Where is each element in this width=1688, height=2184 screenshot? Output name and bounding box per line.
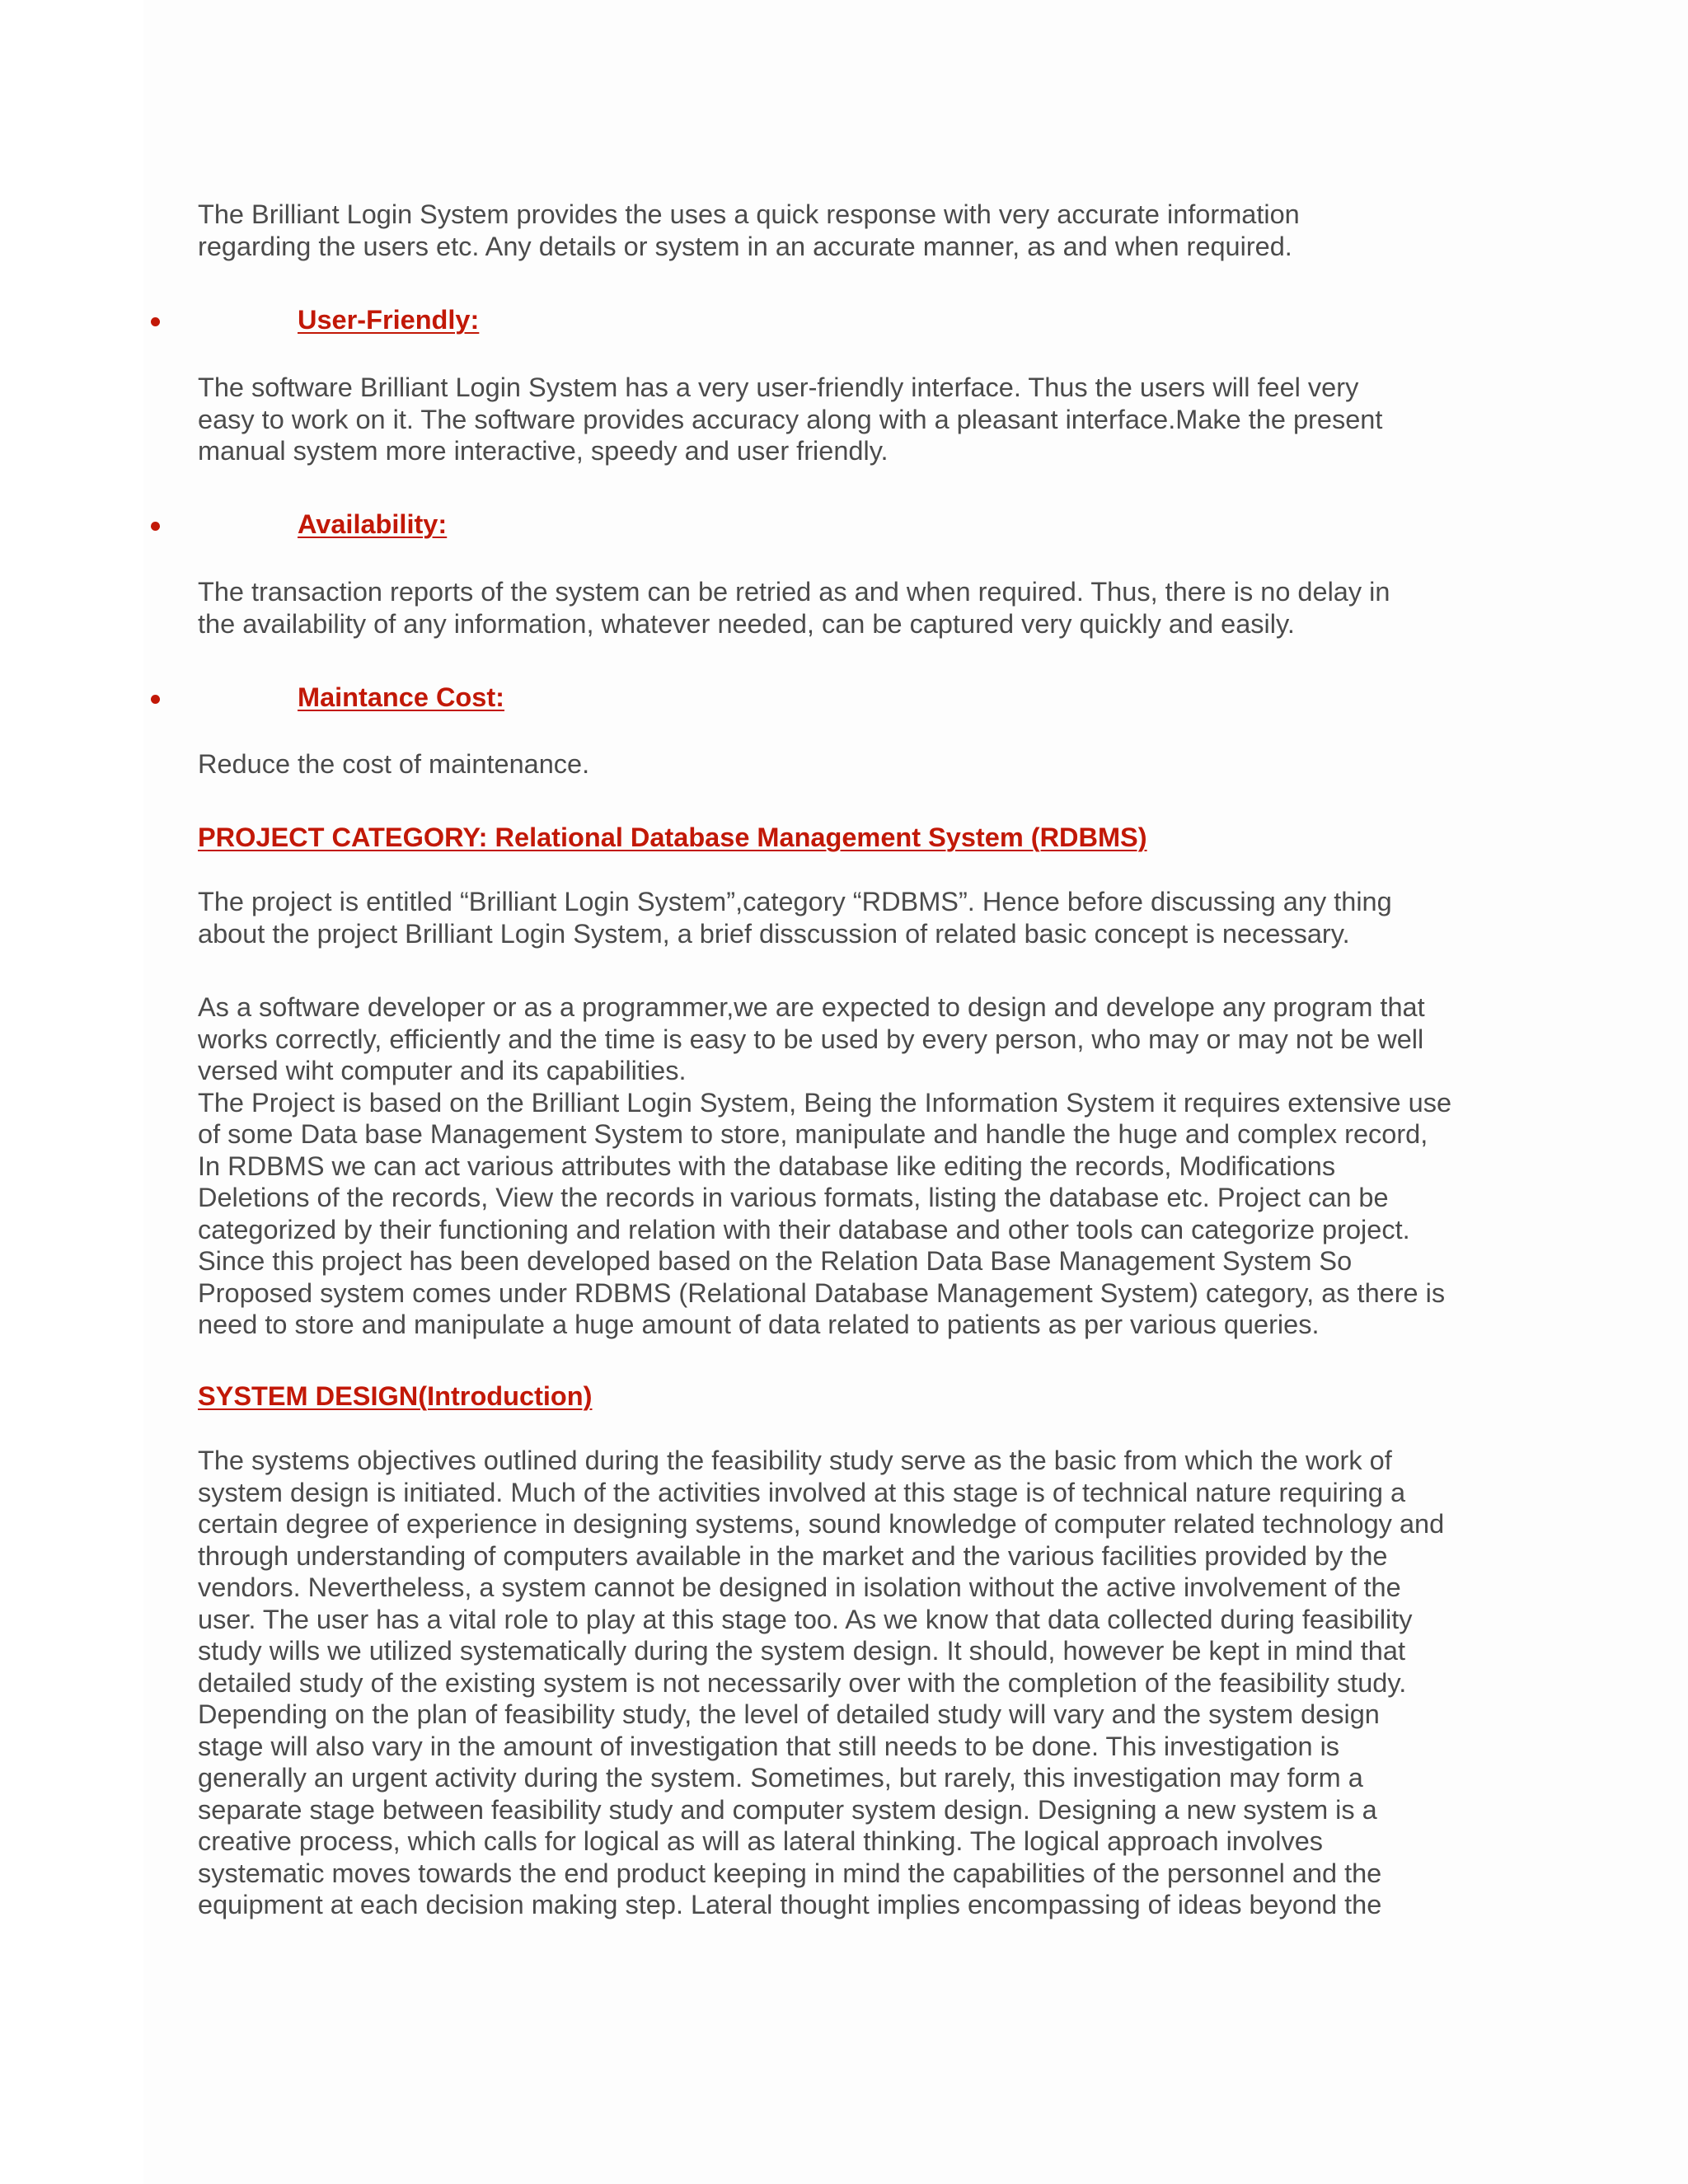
feature-label: Maintance Cost: — [298, 682, 505, 712]
feature-description-maintance-cost: Reduce the cost of maintenance. — [198, 749, 590, 779]
feature-item-user-friendly — [0, 304, 1688, 337]
feature-description-availability: The transaction reports of the system can be retried as and when required. Thus, there is no delay in the availability of any information, whatever needed, can be captured very quickly and easily. — [198, 577, 1390, 639]
project-category-heading: PROJECT CATEGORY: Relational Database Management System (RDBMS) — [198, 823, 1147, 852]
bullet-icon — [151, 522, 160, 531]
feature-item-maintance-cost — [0, 682, 1688, 715]
feature-description-user-friendly: The software Brilliant Login System has a very user-friendly interface. Thus the users will feel very easy to work on it. The software provides accuracy along with a pleasant interface.Make the present manual system more interactive, speedy and user friendly. — [198, 373, 1383, 466]
bullet-icon — [151, 317, 160, 326]
bullet-icon — [151, 695, 160, 704]
intro-paragraph: The Brilliant Login System provides the uses a quick response with very accurate information regarding the users etc. Any details or system in an accurate manner, as and when required. — [198, 199, 1300, 261]
feature-item-availability — [0, 509, 1688, 541]
system-design-paragraph: The systems objectives outlined during the feasibility study serve as the basic from which the work of system design is initiated. Much of the activities involved at this stage is of technical nature requiring a certain degree of experience in designing systems, sound knowledge of computer related technology and through understanding of computers available in the market and the various facilities provided by the vendors. Nevertheless, a system cannot be designed in isolation without the active involvement of the user. The user has a vital role to play at this stage too. As we know that data collected during feasibility study wills we utilized systematically during the system design. It should, however be kept in mind that detailed study of the existing system is not necessarily over with the completion of the feasibility study. Depending on the plan of feasibility study, the level of detailed study will vary and the system design stage will also vary in the amount of investigation that still needs to be done. This investigation is generally an urgent activity during the system. Sometimes, but rarely, this investigation may form a separate stage between feasibility study and computer system design. Designing a new system is a creative process, which calls for logical as will as lateral thinking. The logical approach involves systematic moves towards the end product keeping in mind the capabilities of the personnel and the equipment at each decision making step. Lateral thought implies encompassing of ideas beyond the — [198, 1446, 1445, 1919]
system-design-heading: SYSTEM DESIGN(Introduction) — [198, 1381, 593, 1411]
project-category-paragraph-2: As a software developer or as a programmer,we are expected to design and develope any program that works correctly, efficiently and the time is easy to be used by every person, who may or may not be well versed wiht computer and its capabilities. The Project is based on the Brilliant Login System, Being the Information System it requires extensive use of some Data base Management System to store, manipulate and handle the huge and complex record, In RDBMS we can act various attributes with the database like editing the records, Modifications Deletions of the records, View the records in various formats, listing the database etc. Project can be categorized by their functioning and relation with their database and other tools can categorize project. Since this project has been developed based on the Relation Data Base Management System So Proposed system comes under RDBMS (Relational Database Management System) category, as there is need to store and manipulate a huge amount of data related to patients as per various queries. — [198, 992, 1452, 1339]
project-category-paragraph-1: The project is entitled “Brilliant Login System”,category “RDBMS”. Hence before discussing any thing about the project Brilliant Login System, a brief disscussion of related basic concept is necessary. — [198, 887, 1392, 949]
feature-label: User-Friendly: — [298, 305, 480, 335]
feature-label: Availability: — [298, 509, 448, 539]
